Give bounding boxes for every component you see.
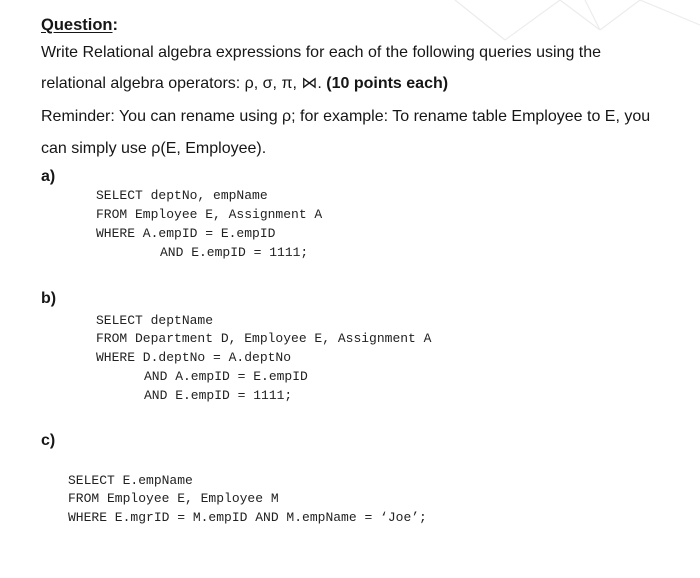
- part-c-sql-line-1: SELECT E.empName: [68, 473, 193, 488]
- part-a-sql-line-1: SELECT deptNo, empName: [96, 188, 268, 203]
- part-b-sql-line-4: AND A.empID = E.empID: [144, 369, 308, 384]
- part-a-label: a): [41, 168, 56, 185]
- question-instruction-line-1: Write Relational algebra expressions for each of the following queries using the: [41, 44, 602, 61]
- points-note: (10 points each): [326, 75, 449, 92]
- question-heading: Question:: [41, 16, 119, 34]
- reminder-line-2: can simply use ρ(E, Employee).: [41, 140, 267, 157]
- part-c-sql-line-3: WHERE E.mgrID = M.empID AND M.empName = ‘Joe’;: [68, 510, 427, 525]
- part-a-sql-line-2: FROM Employee E, Assignment A: [96, 207, 323, 222]
- part-a-sql-line-3: WHERE A.empID = E.empID: [96, 226, 276, 241]
- part-c-label: c): [41, 432, 56, 449]
- part-c-sql-line-2: FROM Employee E, Employee M: [68, 491, 279, 506]
- part-b-sql-line-2: FROM Department D, Employee E, Assignment A: [96, 331, 432, 346]
- question-instruction-line-2: [41, 73, 448, 93]
- part-a-sql-line-4: AND E.empID = 1111;: [160, 245, 309, 260]
- part-b-sql-line-3: WHERE D.deptNo = A.deptNo: [96, 350, 292, 365]
- reminder-line-1: Reminder: You can rename using ρ; for example: To rename table Employee to E, you: [41, 108, 651, 125]
- part-b-sql-line-1: SELECT deptName: [96, 313, 214, 328]
- part-b-label: b): [41, 290, 57, 307]
- operators-text: relational algebra operators: ρ, σ, π, ⋈.: [41, 75, 327, 92]
- part-b-sql-line-5: AND E.empID = 1111;: [144, 388, 293, 403]
